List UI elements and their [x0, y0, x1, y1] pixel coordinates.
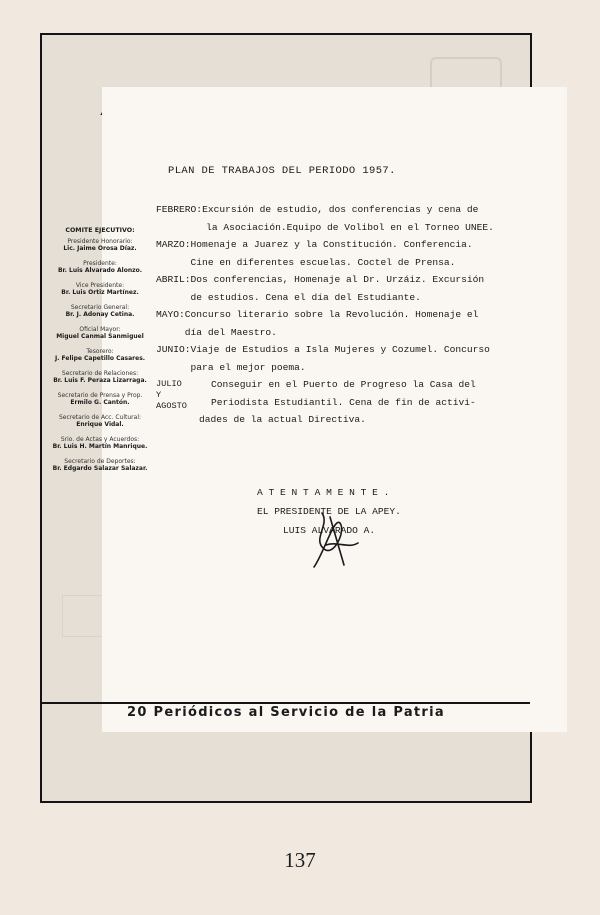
- program-line: dades de la actual Directiva.: [198, 414, 366, 425]
- committee-member-name: Miguel Canmal Sanmiguel: [56, 333, 144, 341]
- committee-role: Vice Presidente:: [75, 281, 125, 289]
- handwritten-signature: [300, 505, 370, 575]
- program-month: JULIO Y AGOSTO: [156, 379, 187, 411]
- program-month: ABRIL:: [156, 274, 191, 285]
- committee-member-name: Br. Luis F. Peraza Lizarraga.: [53, 377, 147, 385]
- page-frame: [40, 33, 532, 803]
- committee-role: Secretario de Deportes:: [64, 457, 136, 465]
- program-entry: [156, 201, 501, 236]
- committee-role: Secretario de Acc. Cultural:: [58, 413, 142, 421]
- committee-role: Oficial Mayor:: [79, 325, 121, 333]
- committee-member-name: Enrique Vidal.: [76, 421, 124, 429]
- committee-role: Tesorero:: [86, 347, 114, 355]
- program-activities: [187, 376, 501, 429]
- program-month: MARZO:: [156, 239, 191, 250]
- program-line: Excursión de estudio, dos conferencias y cena de: [202, 204, 479, 215]
- committee-heading: COMITE EJECUTIVO:: [65, 227, 135, 234]
- program-line: de estudios. Cena el día del Estudiante.: [190, 291, 421, 303]
- program-month: FEBRERO:: [156, 204, 203, 215]
- program-line: Cine en diferentes escuelas. Coctel de Prensa.: [190, 256, 456, 268]
- committee-role: Secretario de Relaciones:: [61, 369, 139, 377]
- program-activities: [185, 306, 501, 341]
- program-entry: [156, 271, 501, 306]
- work-program: [156, 201, 501, 429]
- page-number: 137: [284, 848, 316, 872]
- program-line: Periodista Estudiantil. Cena de fin de activi-: [210, 396, 476, 408]
- closing-title: EL PRESIDENTE DE LA APEY.: [257, 506, 401, 517]
- program-line: Concurso literario sobre la Revolución. Homenaje el: [184, 309, 479, 320]
- closing-salutation: A T E N T A M E N T E .: [257, 487, 390, 498]
- closing-name: LUIS ALVARADO A.: [283, 525, 376, 536]
- plan-title: PLAN DE TRABAJOS DEL PERIODO 1957.: [168, 165, 396, 177]
- committee-role: Presidente:: [83, 259, 117, 267]
- program-entry: [156, 236, 501, 271]
- program-activities: [202, 201, 501, 236]
- program-line: la Asociación.Equipo de Volibol en el Torneo UNEE.: [206, 221, 494, 233]
- program-entry: [156, 341, 501, 376]
- program-line: Viaje de Estudios a Isla Mujeres y Cozumel. Concurso: [190, 344, 490, 355]
- program-entry: [156, 376, 501, 429]
- committee-members: [44, 238, 156, 473]
- program-month: JUNIO:: [156, 344, 191, 355]
- program-entry: [156, 306, 501, 341]
- committee-member-name: Br. Luis Alvarado Alonzo.: [57, 267, 143, 275]
- committee-role: Presidente Honorario:: [67, 237, 133, 245]
- program-activities: [191, 236, 501, 271]
- committee-sidebar: [44, 227, 156, 480]
- program-activities: [191, 341, 501, 376]
- committee-role: Srio. de Actas y Acuerdos:: [60, 435, 140, 443]
- program-activities: [191, 271, 501, 306]
- committee-role: Secretario de Prensa y Prop.: [57, 391, 143, 399]
- committee-role: Secretario General:: [70, 303, 130, 311]
- footer-divider: [42, 702, 530, 704]
- program-line: para el mejor poema.: [190, 361, 306, 373]
- committee-member-name: J. Felipe Capetillo Casares.: [54, 355, 146, 363]
- committee-member-name: Br. Luis H. Martín Manrique.: [52, 443, 148, 451]
- program-month: MAYO:: [156, 309, 185, 320]
- program-line: Dos conferencias, Homenaje al Dr. Urzáiz. Excursión: [190, 274, 485, 285]
- committee-member-name: Br. Edgardo Salazar Salazar.: [52, 465, 148, 473]
- committee-member-name: Br. Luis Ortiz Martínez.: [61, 289, 139, 297]
- program-line: Conseguir en el Puerto de Progreso la Casa del: [210, 379, 476, 390]
- committee-member-name: Lic. Jaime Orosa Díaz.: [63, 245, 137, 253]
- program-line: Homenaje a Juarez y la Constitución. Conferencia.: [190, 239, 473, 250]
- slogan-banner: 20 Periódicos al Servicio de la Patria: [127, 705, 445, 720]
- committee-member-name: Ermilo G. Cantón.: [70, 399, 130, 407]
- program-line: día del Maestro.: [184, 326, 277, 338]
- committee-member-name: Br. J. Adonay Cetina.: [65, 311, 135, 319]
